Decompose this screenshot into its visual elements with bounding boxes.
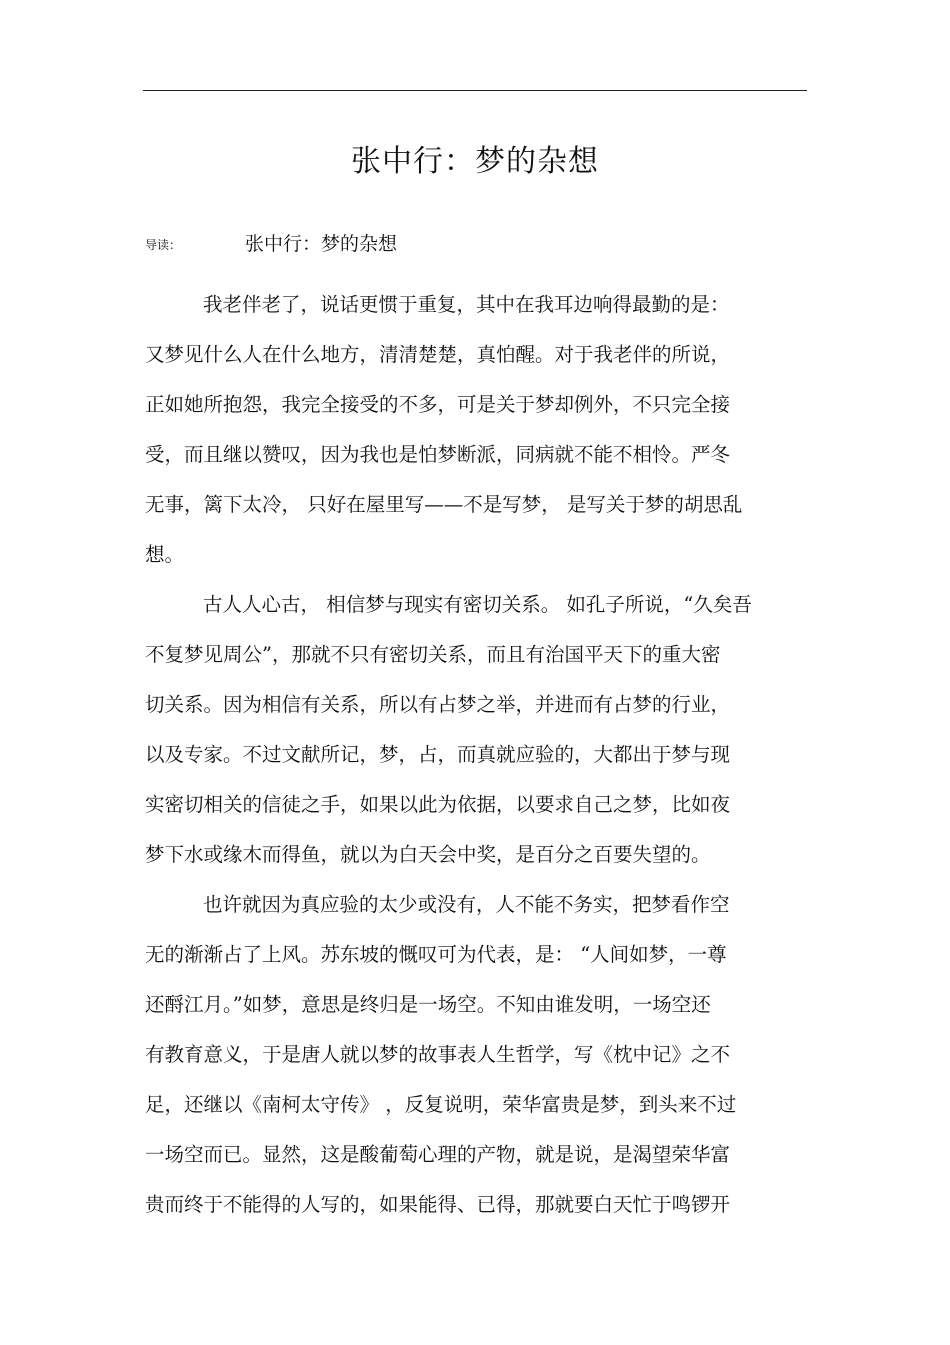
text-line: 还酹江月。”如梦，意思是终归是一场空。不知由谁发明，一场空还 bbox=[145, 993, 711, 1016]
text-line: 也许就因为真应验的太少或没有，人不能不务实，把梦看作空 bbox=[203, 893, 730, 916]
text-line: 贵而终于不能得的人写的，如果能得、已得，那就要白天忙于鸣锣开 bbox=[145, 1193, 731, 1216]
text-line: 切关系。因为相信有关系，所以有占梦之举，并进而有占梦的行业， bbox=[145, 693, 731, 716]
lead-text: 张中行：梦的杂想 bbox=[245, 233, 398, 255]
text-line: 实密切相关的信徒之手，如果以此为依据，以要求自己之梦，比如夜 bbox=[145, 793, 731, 816]
text-line: 无的渐渐占了上风。苏东坡的慨叹可为代表，是： “人间如梦，一尊 bbox=[145, 943, 727, 966]
document-title: 张中行：梦的杂想 bbox=[351, 144, 599, 179]
text-line: 古人人心古， 相信梦与现实有密切关系。 如孔子所说，“久矣吾 bbox=[203, 593, 752, 616]
text-line: 以及专家。不过文献所记，梦，占，而真就应验的，大都出于梦与现 bbox=[145, 743, 731, 766]
text-line: 又梦见什么人在什么地方，清清楚楚，真怕醒。对于我老伴的所说， bbox=[145, 343, 731, 366]
text-line: 无事，篱下太冷， 只好在屋里写——不是写梦， 是写关于梦的胡思乱 bbox=[145, 493, 743, 516]
text-line: 我老伴老了，说话更惯于重复，其中在我耳边响得最勤的是： bbox=[203, 293, 730, 316]
header-rule bbox=[143, 90, 807, 91]
text-line: 受，而且继以赞叹，因为我也是怕梦断派，同病就不能不相怜。严冬 bbox=[145, 443, 731, 466]
text-line: 一场空而已。显然，这是酸葡萄心理的产物，就是说，是渴望荣华富 bbox=[145, 1143, 731, 1166]
lead-label: 导读： bbox=[145, 238, 182, 252]
text-line: 想。 bbox=[145, 543, 185, 566]
text-line: 梦下水或缘木而得鱼，就以为白天会中奖，是百分之百要失望的。 bbox=[145, 843, 711, 866]
document-body bbox=[145, 280, 810, 1230]
text-line: 正如她所抱怨，我完全接受的不多，可是关于梦却例外，不只完全接 bbox=[145, 393, 731, 416]
text-line: 不复梦见周公”，那就不只有密切关系，而且有治国平天下的重大密 bbox=[145, 643, 721, 666]
text-line: 有教育意义，于是唐人就以梦的故事表人生哲学，写《枕中记》之不 bbox=[145, 1043, 731, 1066]
text-line: 足，还继以《南柯太守传》 ，反复说明，荣华富贵是梦，到头来不过 bbox=[145, 1093, 737, 1116]
lead-section bbox=[145, 230, 805, 258]
